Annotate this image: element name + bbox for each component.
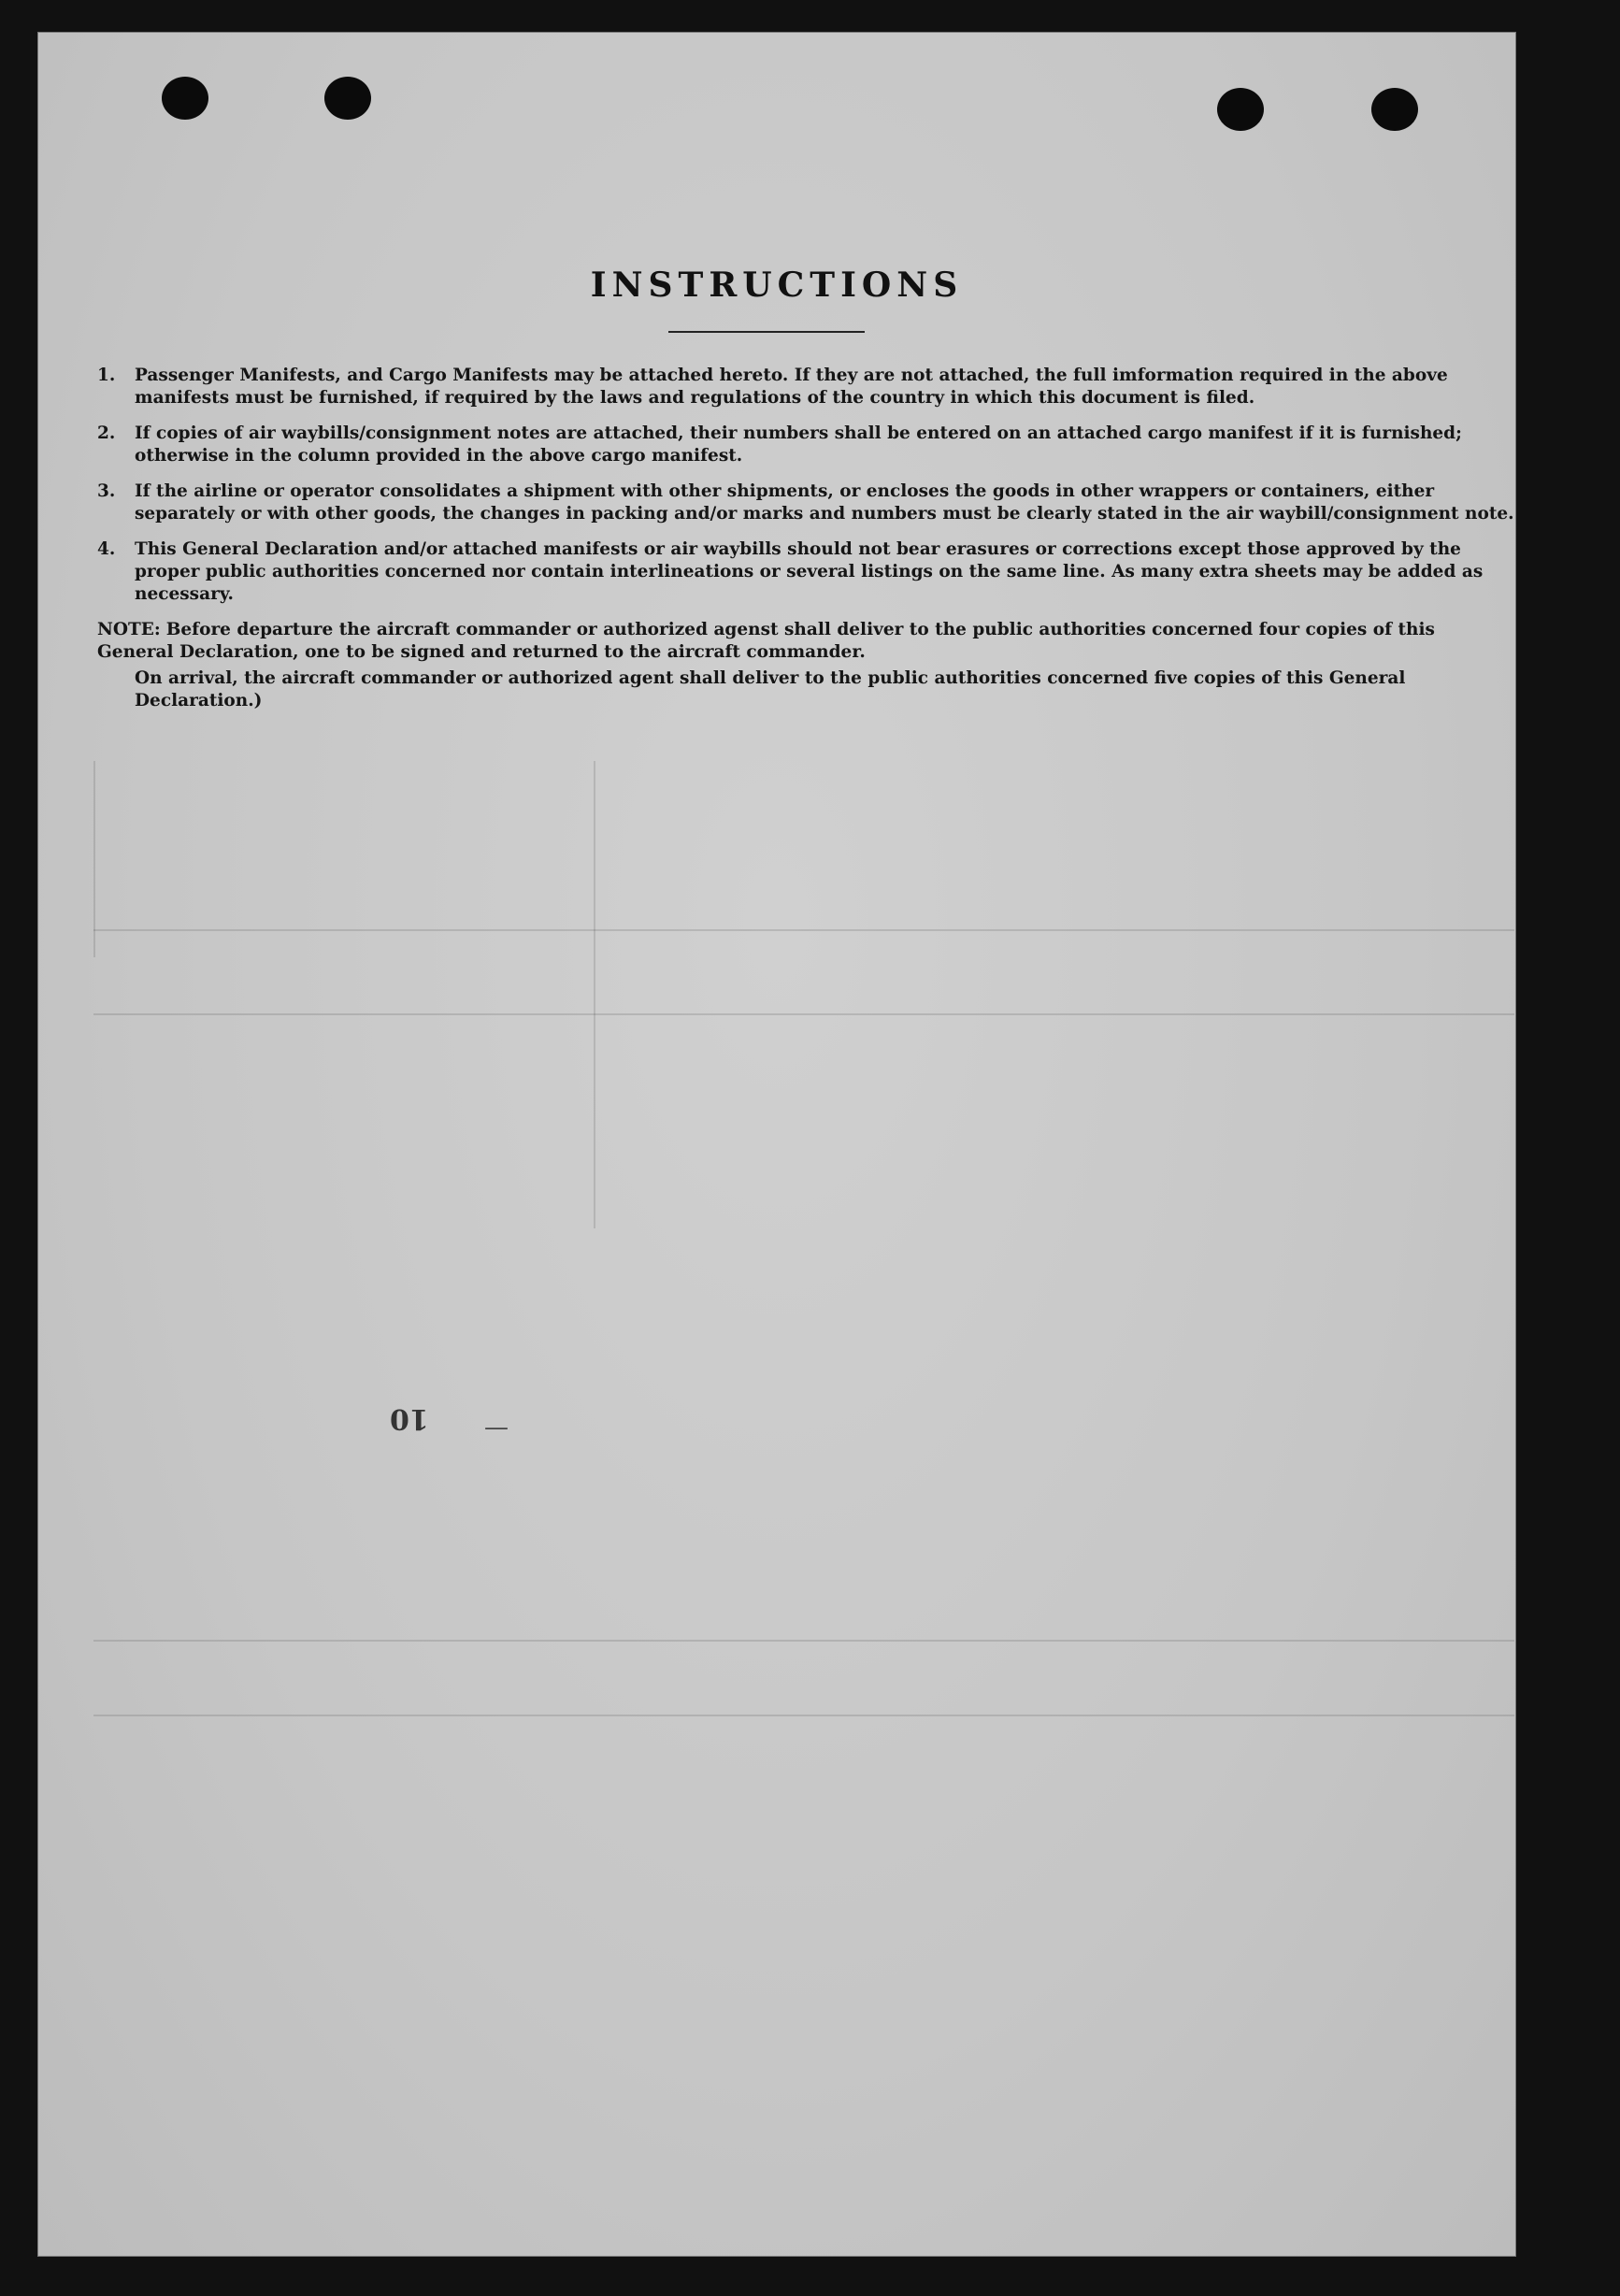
page-dash-mark: — [484, 1413, 509, 1442]
punch-hole-4 [1371, 88, 1418, 131]
document-page [37, 32, 1516, 2257]
note-label: NOTE: [97, 620, 161, 639]
instruction-item [97, 481, 1516, 525]
bleed-through-line [93, 761, 95, 957]
instruction-number: 4. [97, 539, 116, 559]
title-underline [668, 331, 865, 333]
bleed-through-line [594, 761, 595, 1228]
bleed-through-line [93, 929, 1514, 931]
bleed-through-line [93, 1640, 1514, 1642]
instruction-text: If copies of air waybills/consignment notes are attached, their numbers shall be entered on an attached cargo manifest if it is furnished; otherwise in the column provided in the above cargo manifest. [135, 423, 1462, 466]
instruction-text: This General Declaration and/or attached manifests or air waybills should not bear erasures or corrections except those approved by the proper public authorities concerned nor contain interlineations or several listings on the same line. As many extra sheets may be added as necessary. [135, 539, 1484, 604]
punch-hole-1 [162, 77, 208, 120]
instruction-text: If the airline or operator consolidates a shipment with other shipments, or encloses the goods in other wrappers or containers, either separately or with other goods, the changes in packing and/or marks and numbers must be clearly stated in the air waybill/consignment note. [135, 481, 1514, 524]
instruction-number: 1. [97, 366, 116, 385]
note-block [97, 619, 1516, 664]
instruction-item [97, 365, 1516, 409]
note-departure-text: Before departure the aircraft commander or authorized agenst shall deliver to the public authorities concerned four copies of this General Declaration, one to be signed and returned to the aircraft commander. [97, 620, 1435, 662]
page-title: INSTRUCTIONS [590, 265, 964, 305]
instruction-number: 3. [97, 481, 116, 501]
instructions-list [97, 365, 1516, 712]
note-arrival-text: On arrival, the aircraft commander or authorized agent shall deliver to the public authorities concerned five copies of this General Declaration.) [135, 668, 1406, 710]
instruction-item [97, 538, 1516, 606]
punch-hole-3 [1217, 88, 1264, 131]
punch-hole-2 [324, 77, 371, 120]
bleed-through-line [93, 1013, 1514, 1015]
page-number-mark: 10 [390, 1402, 429, 1435]
instruction-item [97, 423, 1516, 467]
instruction-number: 2. [97, 423, 116, 443]
instruction-text: Passenger Manifests, and Cargo Manifests may be attached hereto. If they are not attached, the full imformation required in the above manifests must be furnished, if required by the laws and regulations of the country in which this document is filed. [135, 366, 1448, 408]
bleed-through-line [93, 1715, 1514, 1716]
